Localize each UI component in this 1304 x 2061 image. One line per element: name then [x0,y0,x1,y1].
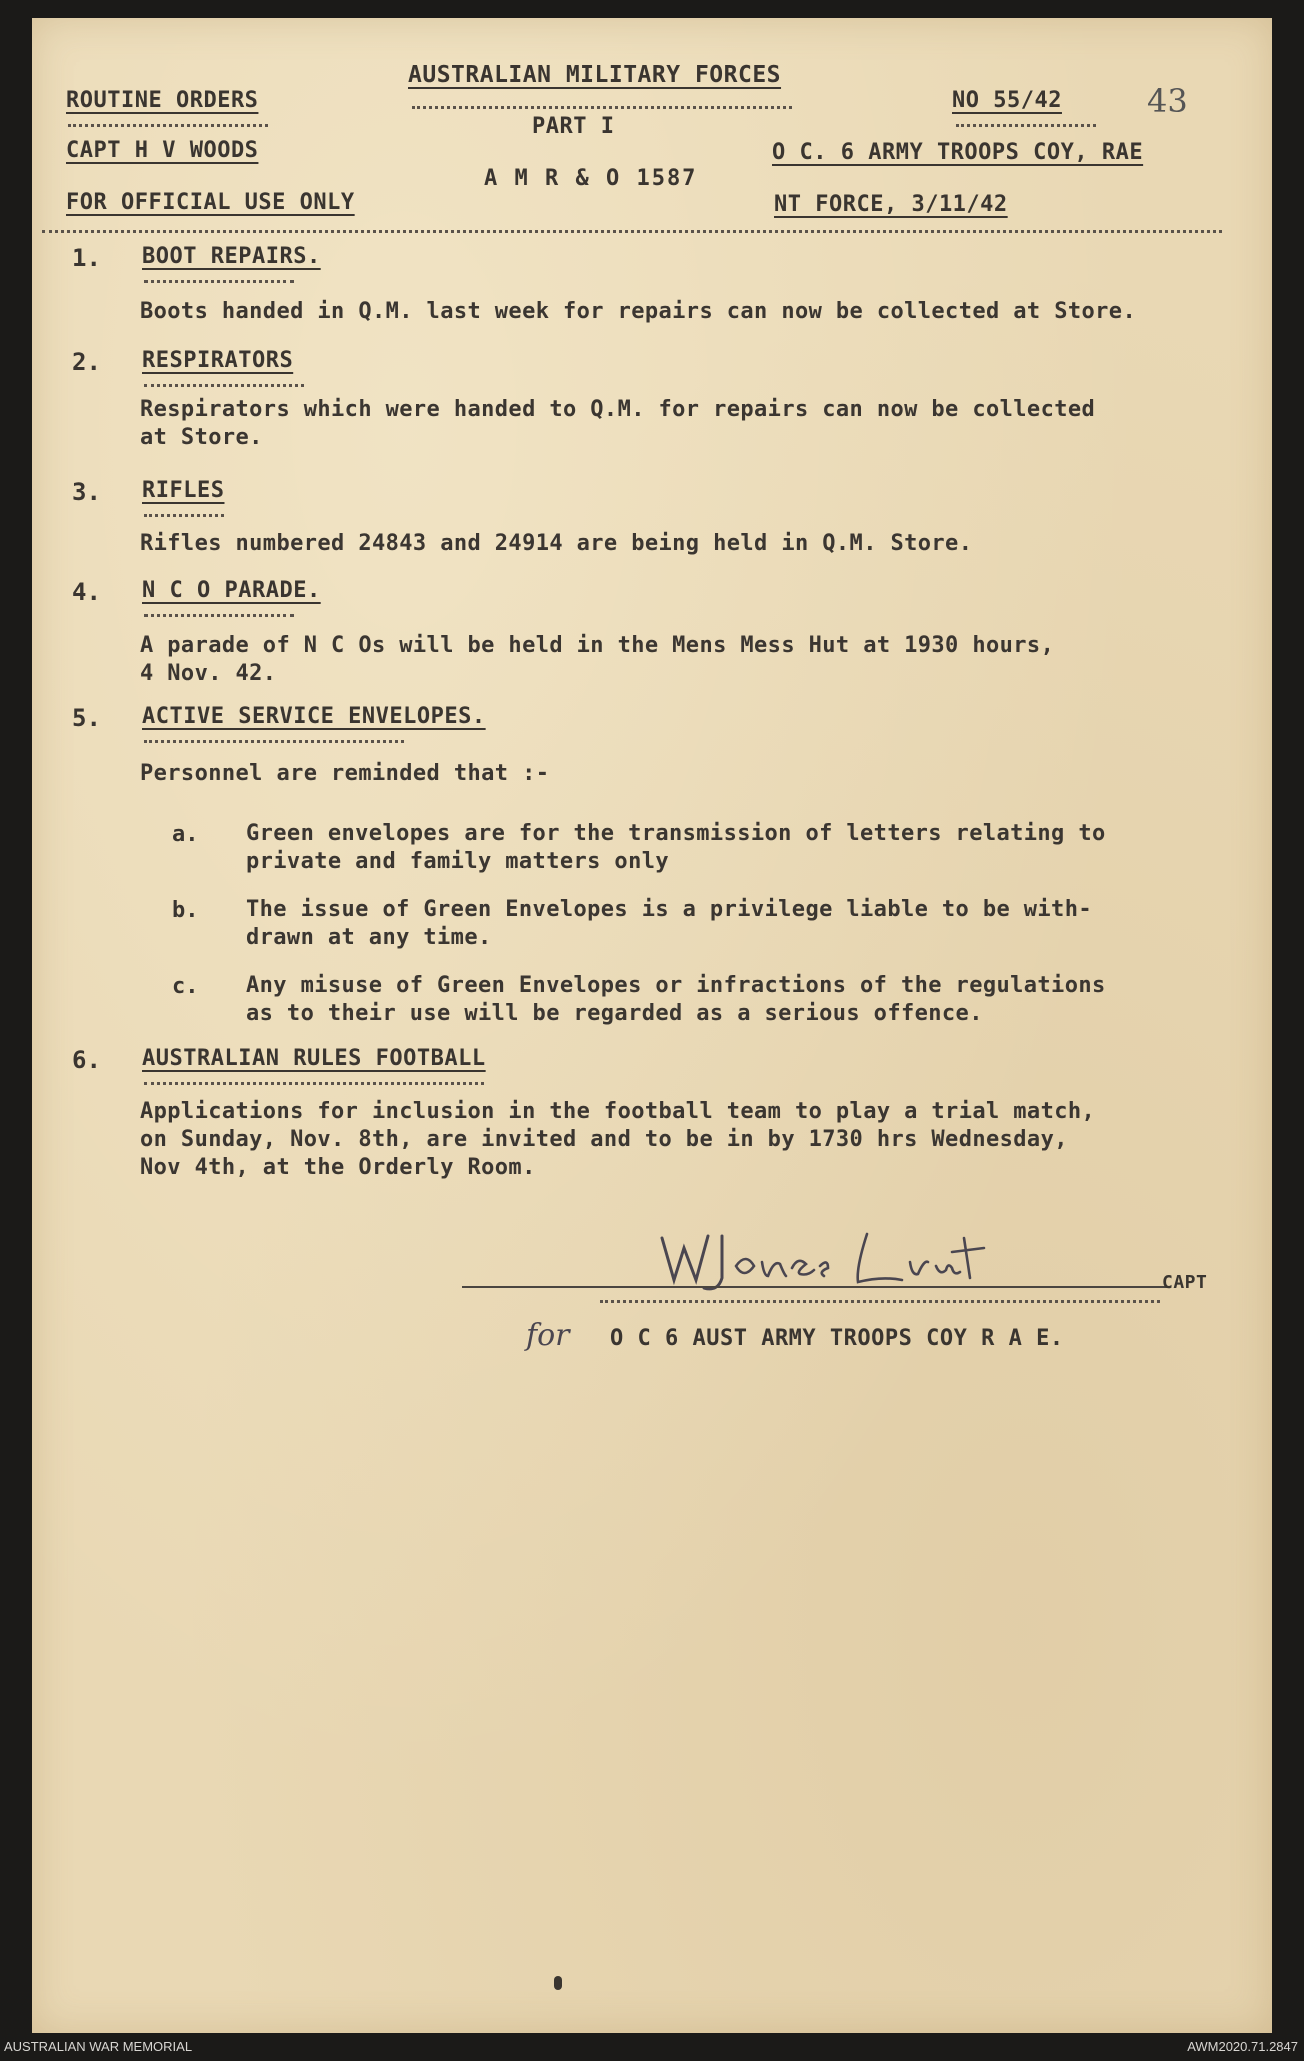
header-separator [42,230,1222,233]
section-heading: AUSTRALIAN RULES FOOTBALL [142,1046,486,1071]
section-number: 1. [72,244,101,272]
section-number: 3. [72,478,101,506]
sub-item-letter: b. [172,898,199,923]
section-number: 2. [72,348,101,376]
section-body: Rifles numbered 24843 and 24914 are being held in Q.M. Store. [140,531,973,556]
dotted-rule [68,124,268,127]
part-label: PART I [532,114,615,139]
section-heading: N C O PARADE. [142,578,321,603]
document-page [32,18,1272,2033]
sub-item-text: Any misuse of Green Envelopes or infractions of the regulations as to their use will be regarded as a serious offence. [246,973,1106,1026]
punch-mark [554,1976,562,1990]
section-number: 6. [72,1046,101,1074]
section-body: Applications for inclusion in the football team to play a trial match, on Sunday, Nov. 8th, are invited and to be in by 1730 hrs Wednesday, Nov 4th, at the Orderly Room. [140,1099,1096,1180]
sub-item-text: The issue of Green Envelopes is a privilege liable to be with- drawn at any time. [246,897,1092,950]
dotted-rule [144,514,224,517]
signatory-title: O C 6 AUST ARMY TROOPS COY R A E. [610,1326,1064,1351]
sub-item-letter: c. [172,974,199,999]
dotted-rule [144,280,294,283]
for-prefix: for [526,1318,570,1353]
section-body: Respirators which were handed to Q.M. for repairs can now be collected at Store. [140,397,1096,450]
order-number: NO 55/42 [952,88,1062,113]
amr-reference: A M R & O 1587 [484,166,698,191]
dotted-rule [600,1300,1160,1303]
section-body: Personnel are reminded that :- [140,761,550,786]
sub-item-letter: a. [172,822,199,847]
force-and-date: NT FORCE, 3/11/42 [774,192,1008,217]
footer-accession: AWM2020.71.2847 [1187,2039,1298,2054]
issuing-officer: CAPT H V WOODS [66,138,259,163]
section-heading: BOOT REPAIRS. [142,244,321,269]
classification-label: FOR OFFICIAL USE ONLY [66,190,355,215]
sub-item-text: Green envelopes are for the transmission of letters relating to private and family matters only [246,821,1106,874]
footer-source: AUSTRALIAN WAR MEMORIAL [4,2039,193,2054]
section-heading: RIFLES [142,478,225,503]
section-number: 5. [72,704,101,732]
section-heading: ACTIVE SERVICE ENVELOPES. [142,704,486,729]
dotted-rule [144,614,294,617]
dotted-rule [956,124,1096,127]
unit-name: O C. 6 ARMY TROOPS COY, RAE [772,140,1144,165]
signature-line [462,1286,1168,1288]
section-number: 4. [72,578,101,606]
routine-orders-label: ROUTINE ORDERS [66,88,259,113]
dotted-rule [144,740,404,743]
section-body: A parade of N C Os will be held in the Mens Mess Hut at 1930 hours, 4 Nov. 42. [140,633,1055,686]
document-title: AUSTRALIAN MILITARY FORCES [408,62,782,88]
archive-footer [0,2035,1304,2061]
section-body: Boots handed in Q.M. last week for repairs can now be collected at Store. [140,299,1137,324]
dotted-rule [144,1082,484,1085]
rank-label: CAPT [1162,1272,1208,1293]
dotted-rule [144,384,304,387]
title-dotted-rule [412,106,792,109]
section-heading: RESPIRATORS [142,348,294,373]
page-number: 43 [1147,82,1188,120]
